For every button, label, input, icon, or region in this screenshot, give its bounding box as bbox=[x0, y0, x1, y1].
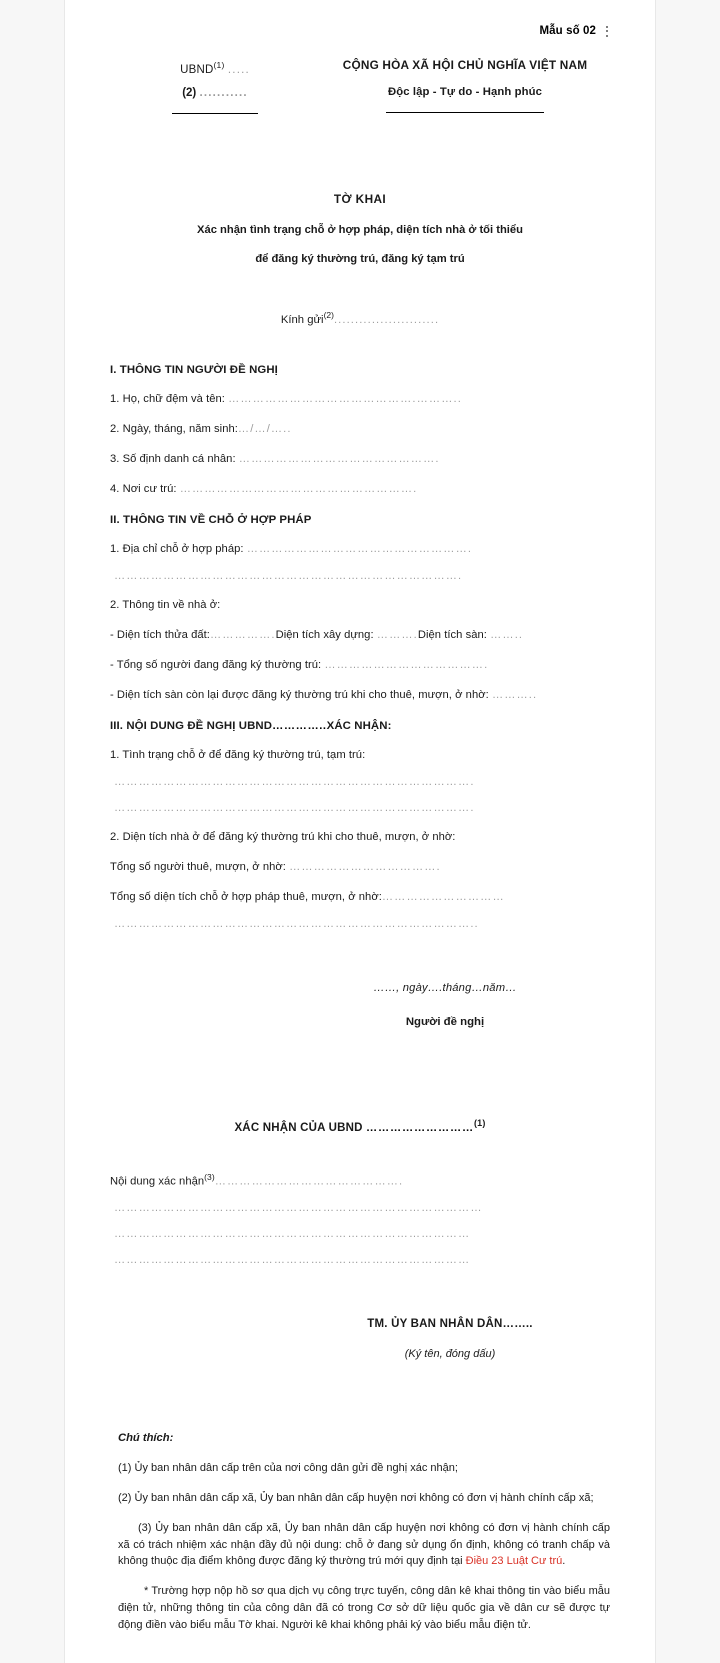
document-body bbox=[110, 364, 610, 930]
field-confirmation-line-1: ……………………………………………………………………………… bbox=[114, 1202, 483, 1215]
committee-signature-block bbox=[110, 1318, 610, 1360]
field-current-registered-count-dots: …………………………………. bbox=[324, 658, 489, 671]
field-rented-total-area-dots: ………………………… bbox=[381, 890, 505, 903]
field-residence bbox=[110, 482, 610, 496]
confirmation-body bbox=[110, 1172, 610, 1267]
footnote-2: (2) Ủy ban nhân dân cấp xã, Ủy ban nhân dân cấp huyện nơi không có đơn vị hành chính cấp xã; bbox=[118, 1492, 594, 1505]
national-title: CỘNG HÒA XÃ HỘI CHỦ NGHĨA VIỆT NAM bbox=[342, 58, 588, 72]
field-rented-total-area-continuation: …………………………………………………………………………….. bbox=[114, 917, 479, 930]
field-tenant-count-label: Tổng số người thuê, mượn, ở nhờ: bbox=[110, 860, 286, 873]
form-code-label: Mẫu số 02 bbox=[539, 25, 596, 37]
field-legal-address-continuation: …………………………………………………………………………. bbox=[114, 569, 463, 582]
field-housing-status-line-2: ……………………………………………………………………………. bbox=[114, 801, 475, 814]
field-personal-id-dots: …………………………………………. bbox=[238, 452, 440, 465]
footnote-3-text-part1: (3) Ủy ban nhân dân cấp xã, Ủy ban nhân dân cấp huyện nơi không có đơn vị hành chính cấp xã có trách nhiệm xác nhận đầy đủ nội dung: chỗ ở đang sử dụng ổn định, không có tranh chấp và không thuộc địa điểm không được đăng ký thường trú mới quy định tại bbox=[118, 1521, 610, 1568]
law-article-link[interactable]: Điều 23 Luật Cư trú bbox=[465, 1555, 563, 1568]
field-floor-area-dots: …….. bbox=[490, 628, 524, 641]
header-left-rule bbox=[172, 113, 258, 114]
confirmation-title-footnote-marker: (1) bbox=[473, 1117, 486, 1128]
field-remaining-floor-area bbox=[110, 688, 610, 702]
section-3-heading-dots: ………….. bbox=[272, 719, 327, 732]
header-right-rule bbox=[386, 112, 544, 113]
section-3-heading-post: XÁC NHẬN: bbox=[326, 719, 392, 732]
confirmation-title-pre: XÁC NHẬN CỦA UBND bbox=[234, 1121, 363, 1134]
confirmation-title-dots: ……………………… bbox=[366, 1121, 474, 1134]
signature-date-line: ……, ngày….tháng…năm… bbox=[373, 981, 517, 994]
document-header bbox=[110, 58, 610, 114]
field-personal-id bbox=[110, 452, 610, 466]
committee-sign-hint: (Ký tên, đóng dấu) bbox=[404, 1348, 496, 1361]
field-full-name bbox=[110, 392, 610, 406]
field-housing-status-line-1: ……………………………………………………………………………. bbox=[114, 775, 475, 788]
field-legal-address-dots: ………………………………………………. bbox=[246, 542, 473, 555]
field-land-area-dots: ……………. bbox=[209, 628, 276, 641]
footnote-online-service: * Trường hợp nộp hồ sơ qua dịch vụ công trực tuyến, công dân kê khai thông tin vào biểu mẫu điện tử, những thông tin của công dân đã có trong Cơ sở dữ liệu quốc gia về dân cư sẽ được tự động điền vào biểu mẫu Tờ khai. Người kê khai không phải ký vào biểu mẫu điện tử. bbox=[118, 1585, 610, 1631]
field-house-info-label: 2. Thông tin về nhà ở: bbox=[110, 598, 221, 611]
section-1-heading: I. THÔNG TIN NGƯỜI ĐỀ NGHỊ bbox=[110, 363, 278, 376]
header-issuer-block bbox=[110, 58, 320, 114]
ubnd-sub-line bbox=[110, 87, 320, 99]
field-confirmation-footnote-marker: (3) bbox=[204, 1171, 215, 1182]
field-confirmation-line-3: …………………………………………………………………………… bbox=[114, 1254, 471, 1267]
addressee-footnote-marker: (2) bbox=[323, 310, 334, 321]
title-subtitle-line2: để đăng ký thường trú, đăng ký tạm trú bbox=[255, 253, 465, 266]
field-rented-total-area-label: Tổng số diện tích chỗ ở hợp pháp thuê, mượn, ở nhờ: bbox=[110, 890, 382, 903]
field-tenant-count bbox=[110, 860, 610, 874]
field-housing-status-label: 1. Tình trạng chỗ ở để đăng ký thường trú, tạm trú: bbox=[110, 748, 366, 761]
field-date-of-birth-label: 2. Ngày, tháng, năm sinh: bbox=[110, 422, 238, 435]
section-2-heading: II. THÔNG TIN VỀ CHỖ Ở HỢP PHÁP bbox=[110, 513, 312, 526]
field-legal-address bbox=[110, 542, 610, 556]
committee-label: TM. ỦY BAN NHÂN DÂN…….. bbox=[367, 1318, 533, 1331]
applicant-signature-block bbox=[110, 982, 610, 1028]
field-remaining-floor-area-dots: ……….. bbox=[491, 688, 538, 701]
confirmation-title bbox=[110, 1118, 610, 1134]
field-residence-label: 4. Nơi cư trú: bbox=[110, 482, 177, 495]
field-date-of-birth-dots: …/…/….. bbox=[237, 422, 292, 435]
kebab-menu-icon[interactable] bbox=[606, 26, 610, 37]
field-remaining-floor-area-label: - Diện tích sàn còn lại được đăng ký thường trú khi cho thuê, mượn, ở nhờ: bbox=[110, 688, 489, 701]
document-top-bar bbox=[110, 22, 610, 40]
field-floor-area-label: Diện tích sàn: bbox=[417, 628, 487, 641]
field-current-registered-count-label: - Tổng số người đang đăng ký thường trú: bbox=[110, 658, 322, 671]
field-date-of-birth bbox=[110, 422, 610, 436]
field-current-registered-count bbox=[110, 658, 610, 672]
field-confirmation-content-label: Nội dung xác nhận bbox=[110, 1175, 205, 1188]
field-areas-row bbox=[110, 628, 610, 642]
footnotes-title: Chú thích: bbox=[118, 1432, 174, 1445]
field-confirmation-line-2: …………………………………………………………………………… bbox=[114, 1228, 471, 1241]
header-national-block bbox=[320, 58, 610, 113]
national-motto: Độc lập - Tự do - Hạnh phúc bbox=[388, 86, 542, 98]
title-block bbox=[110, 192, 610, 265]
footnote-3 bbox=[110, 1520, 610, 1570]
field-build-area-dots: ………. bbox=[376, 628, 418, 641]
ubnd-line bbox=[110, 60, 320, 76]
ubnd-sub-fill-dots: ........... bbox=[199, 86, 248, 99]
field-full-name-dots: ……………………………………….……….. bbox=[228, 392, 462, 405]
applicant-signature-label: Người đề nghị bbox=[405, 1015, 485, 1028]
footnotes-section bbox=[110, 1432, 610, 1633]
field-confirmation-content-dots: ………………………………………. bbox=[214, 1175, 404, 1188]
field-residence-dots: …………………………………………………. bbox=[179, 482, 418, 495]
field-full-name-label: 1. Họ, chữ đệm và tên: bbox=[110, 392, 225, 405]
section-3-heading-pre: III. NỘI DUNG ĐỀ NGHỊ UBND bbox=[110, 719, 273, 732]
ubnd-footnote-marker: (1) bbox=[213, 60, 225, 70]
footnote-3-text-part2: . bbox=[562, 1555, 566, 1568]
addressee-label: Kính gửi bbox=[280, 313, 324, 326]
field-build-area-label: Diện tích xây dựng: bbox=[275, 628, 374, 641]
page-title: TỜ KHAI bbox=[333, 191, 387, 206]
field-personal-id-label: 3. Số định danh cá nhân: bbox=[110, 452, 236, 465]
field-confirmation-content bbox=[110, 1172, 610, 1189]
addressee-fill-dots: ......................... bbox=[333, 313, 440, 326]
section-3-heading bbox=[110, 720, 610, 732]
addressee-line bbox=[110, 310, 610, 326]
field-rented-area-label: 2. Diện tích nhà ở để đăng ký thường trú khi cho thuê, mượn, ở nhờ: bbox=[110, 830, 456, 843]
title-subtitle-line1: Xác nhận tình trạng chỗ ở hợp pháp, diện tích nhà ở tối thiểu bbox=[197, 223, 523, 236]
ubnd-fill-dots: ..... bbox=[227, 63, 250, 76]
document-page bbox=[65, 0, 655, 1663]
field-rented-total-area bbox=[110, 890, 610, 904]
field-land-area-label: - Diện tích thửa đất: bbox=[110, 628, 210, 641]
ubnd-label: UBND bbox=[180, 63, 214, 76]
ubnd-sub-footnote-marker: (2) bbox=[182, 86, 197, 99]
field-tenant-count-dots: ………………………………. bbox=[289, 860, 441, 873]
field-legal-address-label: 1. Địa chỉ chỗ ở hợp pháp: bbox=[110, 542, 244, 555]
footnote-1: (1) Ủy ban nhân dân cấp trên của nơi công dân gửi đề nghị xác nhận; bbox=[118, 1462, 458, 1475]
